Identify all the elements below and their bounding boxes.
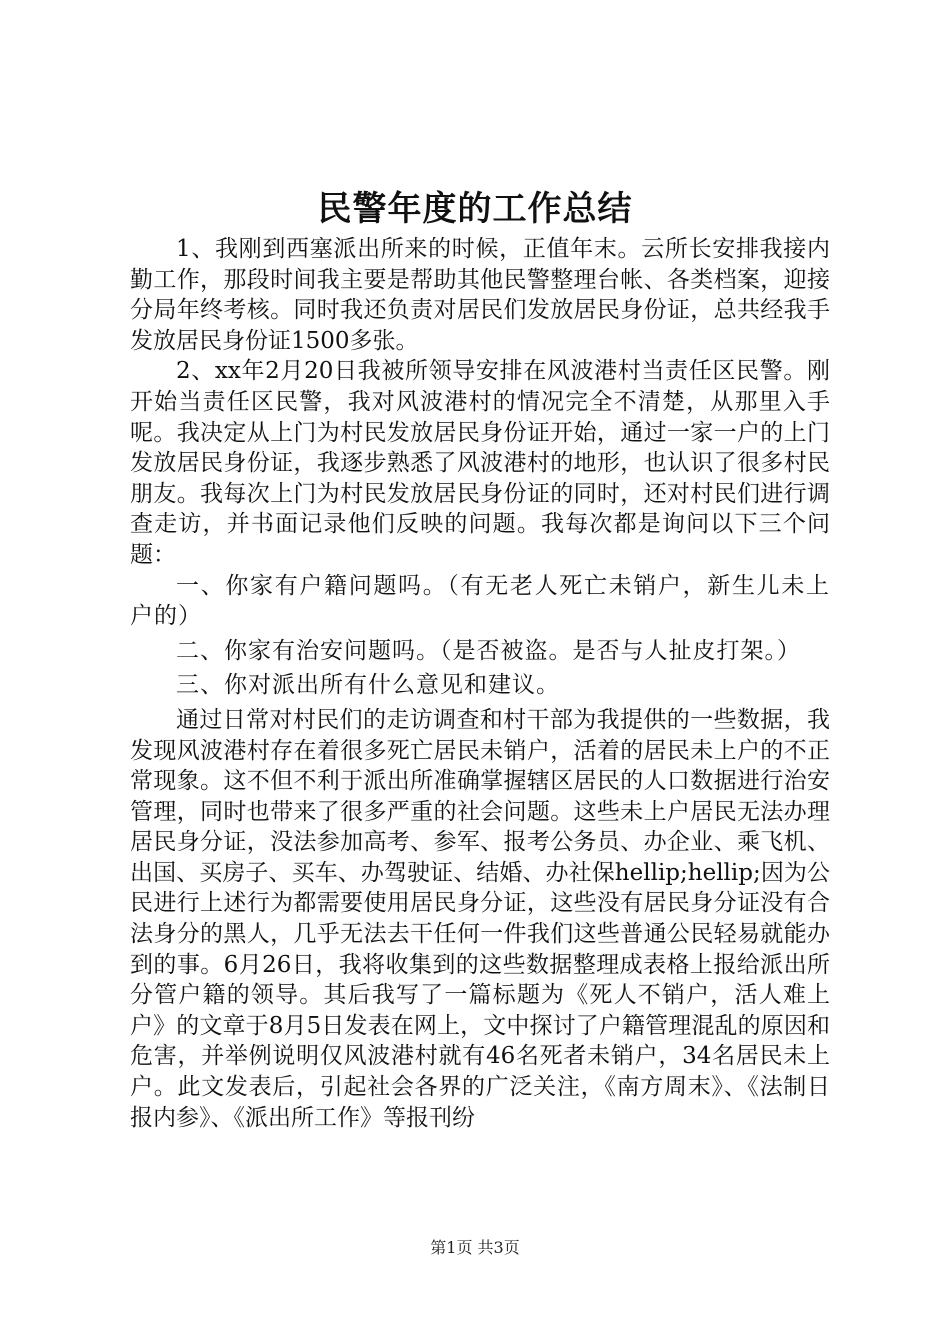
question-2: 二、你家有治安问题吗。（是否被盗。是否与人扯皮打架。） <box>176 637 801 664</box>
paragraph-1: 1、我刚到西塞派出所来的时候，正值年末。云所长安排我接内勤工作，那段时间我主要是帮助其他民警整理台帐、各类档案，迎接分局年终考核。同时我还负责对居民们发放居民身份证，总共经我手发放居民身份证1500多张。 <box>130 236 830 354</box>
paragraph-2: 2、xx年2月20日我被所领导安排在风波港村当责任区民警。刚开始当责任区民警，我对风波港村的情况完全不清楚，从那里入手呢。我决定从上门为村民发放居民身份证开始，通过一家一户的上门发放居民身份证，我逐步熟悉了风波港村的地形，也认识了很多村民朋友。我每次上门为村民发放居民身份证的同时，还对村民们进行调查走访，并书面记录他们反映的问题。我每次都是询问以下三个问题： <box>130 358 830 568</box>
document-title: 民警年度的工作总结 <box>317 189 633 229</box>
page-number: 第1页 共3页 <box>430 1238 520 1257</box>
document-body <box>130 234 830 1133</box>
question-1: 一、你家有户籍问题吗。（有无老人死亡未销户，新生儿未上户的） <box>130 572 830 630</box>
question-3: 三、你对派出所有什么意见和建议。 <box>176 672 560 699</box>
paragraph-3: 通过日常对村民们的走访调查和村干部为我提供的一些数据，我发现风波港村存在着很多死亡居民未销户，活着的居民未上户的不正常现象。这不但不利于派出所准确掌握辖区居民的人口数据进行治安管理，同时也带来了很多严重的社会问题。这些未上户居民无法办理居民身分证，没法参加高考、参军、报考公务员、办企业、乘飞机、出国、买房子、买车、办驾驶证、结婚、办社保hellip;hellip;因为公民进行上述行为都需要使用居民身分证，这些没有居民身分证没有合法身分的黑人，几乎无法去干任何一件我们这些普通公民轻易就能办到的事。6月26日，我将收集到的这些数据整理成表格上报给派出所分管户籍的领导。其后我写了一篇标题为《死人不销户，活人难上户》的文章于8月5日发表在网上，文中探讨了户籍管理混乱的原因和危害，并举例说明仅风波港村就有46名死者未销户，34名居民未上户。此文发表后，引起社会各界的广泛关注，《南方周末》、《法制日报内参》、《派出所工作》等报刊纷 <box>130 706 830 1131</box>
